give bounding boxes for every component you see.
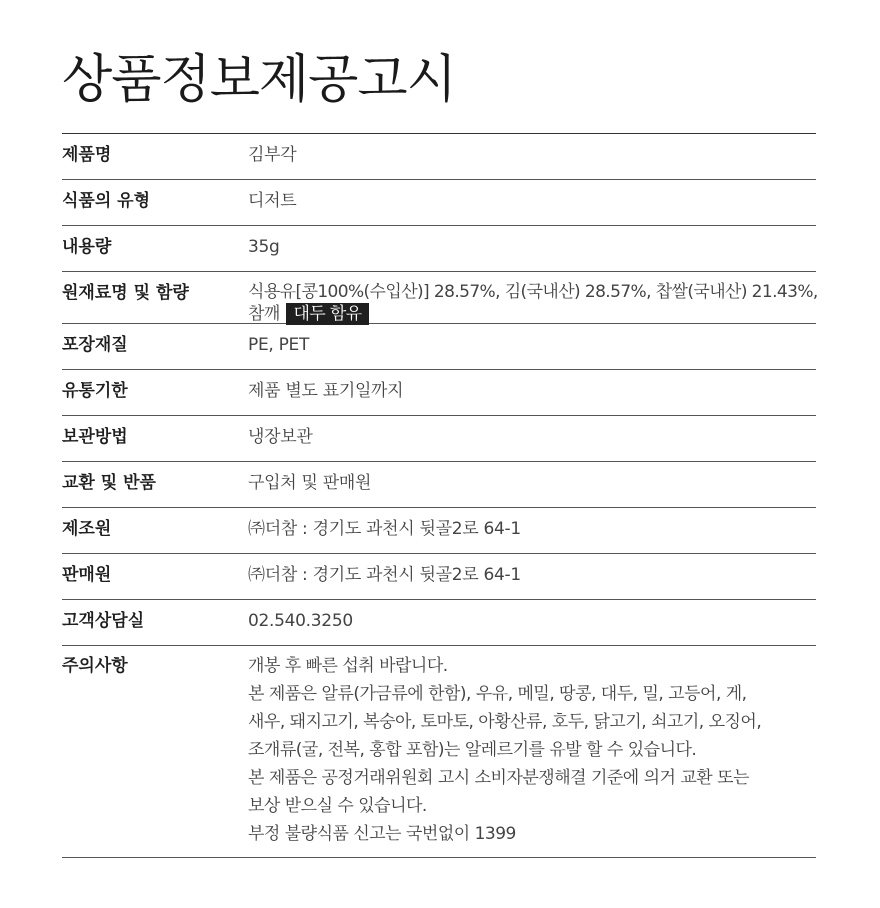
row-exchange (62, 462, 816, 508)
row-label: 내용량 (62, 237, 112, 257)
row-value: 제품 별도 표기일까지 (248, 381, 404, 401)
row-product-name (62, 134, 816, 180)
row-value (248, 646, 816, 857)
caution-line: 보상 받으실 수 있습니다. (248, 796, 427, 816)
row-label: 유통기한 (62, 381, 128, 401)
row-customer-service (62, 600, 816, 646)
row-value: ㈜더참 : 경기도 과천시 뒷골2로 64-1 (248, 565, 521, 585)
allergen-highlight-badge: 대두 함유 (286, 303, 368, 325)
ingredients-line: 식용유[콩100%(수입산)] 28.57%, 김(국내산) 28.57%, 찹쌀(국내산) 21.43%, (248, 282, 818, 302)
row-label: 제품명 (62, 145, 112, 165)
row-storage (62, 416, 816, 462)
row-seller (62, 554, 816, 600)
row-label: 포장재질 (62, 335, 128, 355)
row-label: 보관방법 (62, 427, 128, 447)
row-label: 주의사항 (62, 656, 128, 676)
row-value (248, 272, 818, 323)
row-value: 디저트 (248, 191, 297, 211)
product-info-table (62, 133, 816, 858)
row-value: 구입처 및 판매원 (248, 473, 372, 493)
page-title: 상품정보제공고시 (62, 50, 456, 110)
caution-line: 조개류(굴, 전복, 홍합 포함)는 알레르기를 유발 할 수 있습니다. (248, 740, 697, 760)
row-value: PE, PET (248, 335, 310, 355)
row-value: 02.540.3250 (248, 611, 353, 631)
row-manufacturer (62, 508, 816, 554)
row-packaging (62, 324, 816, 370)
caution-line: 본 제품은 알류(가금류에 한함), 우유, 메밀, 땅콩, 대두, 밀, 고등어, 게, (248, 684, 747, 704)
caution-line: 개봉 후 빠른 섭취 바랍니다. (248, 656, 448, 676)
ingredients-line: 참깨 (248, 304, 280, 324)
row-value: 냉장보관 (248, 427, 313, 447)
row-label: 제조원 (62, 519, 112, 539)
row-cautions (62, 646, 816, 858)
row-value: ㈜더참 : 경기도 과천시 뒷골2로 64-1 (248, 519, 521, 539)
row-label: 원재료명 및 함량 (62, 283, 189, 303)
caution-line: 본 제품은 공정거래위원회 고시 소비자분쟁해결 기준에 의거 교환 또는 (248, 768, 749, 788)
row-value: 35g (248, 237, 280, 257)
row-food-type (62, 180, 816, 226)
row-expiry (62, 370, 816, 416)
row-label: 판매원 (62, 565, 112, 585)
row-label: 고객상담실 (62, 611, 145, 631)
caution-line: 새우, 돼지고기, 복숭아, 토마토, 아황산류, 호두, 닭고기, 쇠고기, 오징어, (248, 712, 762, 732)
row-ingredients (62, 272, 816, 324)
row-volume (62, 226, 816, 272)
row-label: 식품의 유형 (62, 191, 151, 211)
row-value: 김부각 (248, 145, 297, 165)
caution-line: 부정 불량식품 신고는 국번없이 1399 (248, 824, 516, 844)
row-label: 교환 및 반품 (62, 473, 156, 493)
